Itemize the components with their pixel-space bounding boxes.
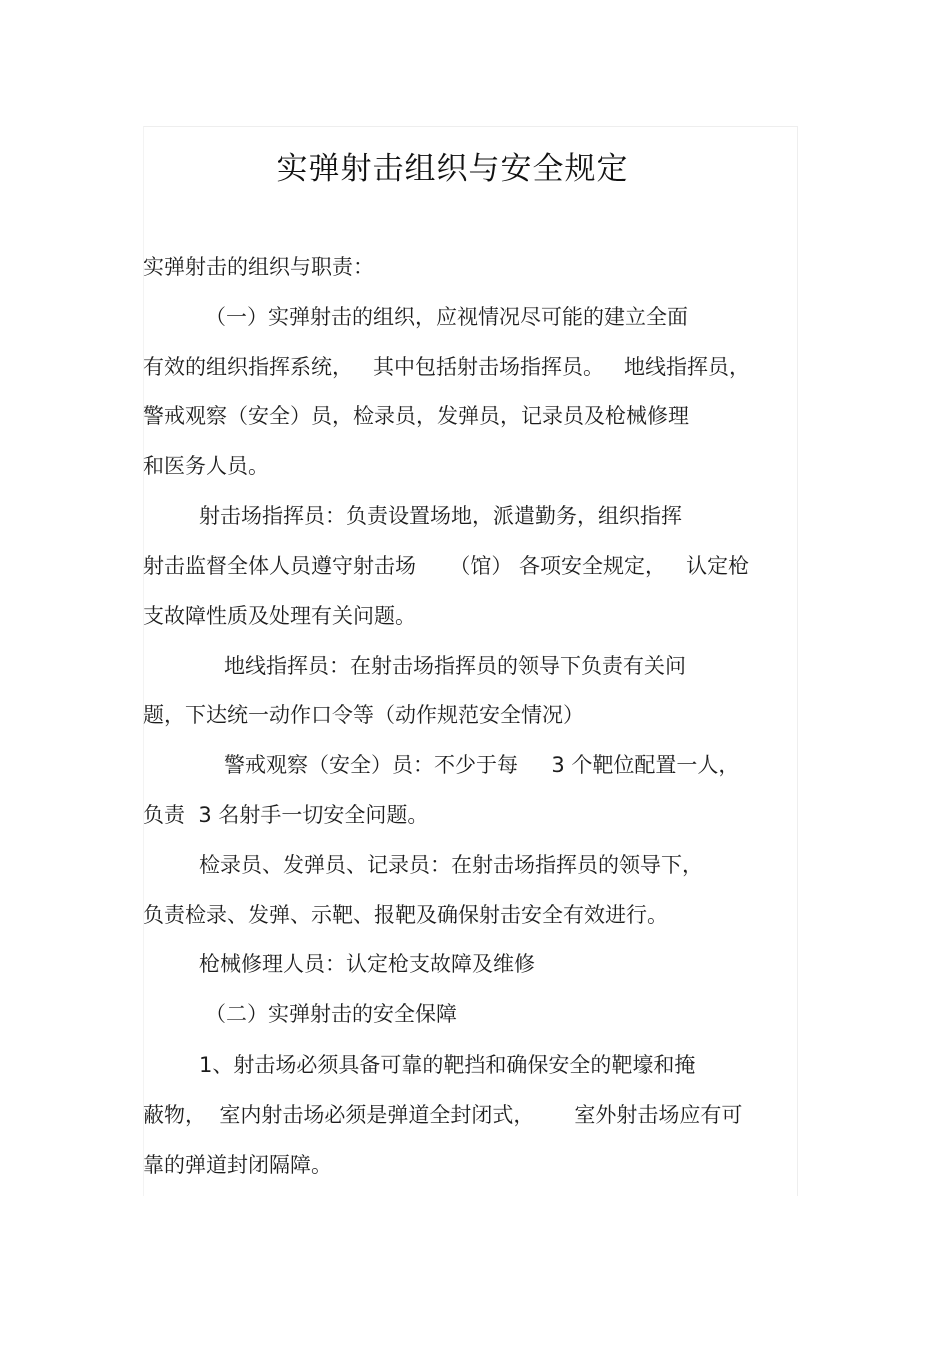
paragraph-line: 有效的组织指挥系统， 其中包括射击场指挥员。 地线指挥员， (143, 355, 751, 379)
section-heading: 实弹射击的组织与职责： (143, 255, 374, 279)
paragraph-line: （一）实弹射击的组织，应视情况尽可能的建立全面 (205, 305, 688, 329)
paragraph-line: 枪械修理人员：认定枪支故障及维修 (199, 952, 535, 976)
paragraph-line: 支故障性质及处理有关问题。 (143, 604, 416, 628)
document-title: 实弹射击组织与安全规定 (276, 151, 629, 187)
paragraph-line: 靠的弹道封闭隔障。 (143, 1153, 332, 1177)
paragraph-line: 1、射击场必须具备可靠的靶挡和确保安全的靶壕和掩 (199, 1053, 696, 1077)
paragraph-line: 负责检录、发弹、示靶、报靶及确保射击安全有效进行。 (143, 903, 668, 927)
paragraph-line: 检录员、发弹员、记录员：在射击场指挥员的领导下， (199, 853, 703, 877)
paragraph-line: 蔽物， 室内射击场必须是弹道全封闭式， 室外射击场应有可 (143, 1103, 743, 1127)
paragraph-line: 和医务人员。 (143, 454, 269, 478)
paragraph-line: 射击监督全体人员遵守射击场 （馆） 各项安全规定， 认定枪 (143, 554, 750, 578)
paragraph-line: 射击场指挥员：负责设置场地，派遣勤务，组织指挥 (199, 504, 682, 528)
paragraph-line: 负责 3 名射手一切安全问题。 (143, 803, 429, 827)
paragraph-line: 地线指挥员：在射击场指挥员的领导下负责有关问 (224, 654, 686, 678)
section-heading: （二）实弹射击的安全保障 (205, 1002, 457, 1026)
paragraph-line: 警戒观察（安全）员：不少于每 3 个靶位配置一人， (224, 753, 740, 777)
paragraph-line: 警戒观察（安全）员，检录员，发弹员，记录员及枪械修理 (143, 404, 689, 428)
paragraph-line: 题，下达统一动作口令等（动作规范安全情况） (143, 703, 584, 727)
